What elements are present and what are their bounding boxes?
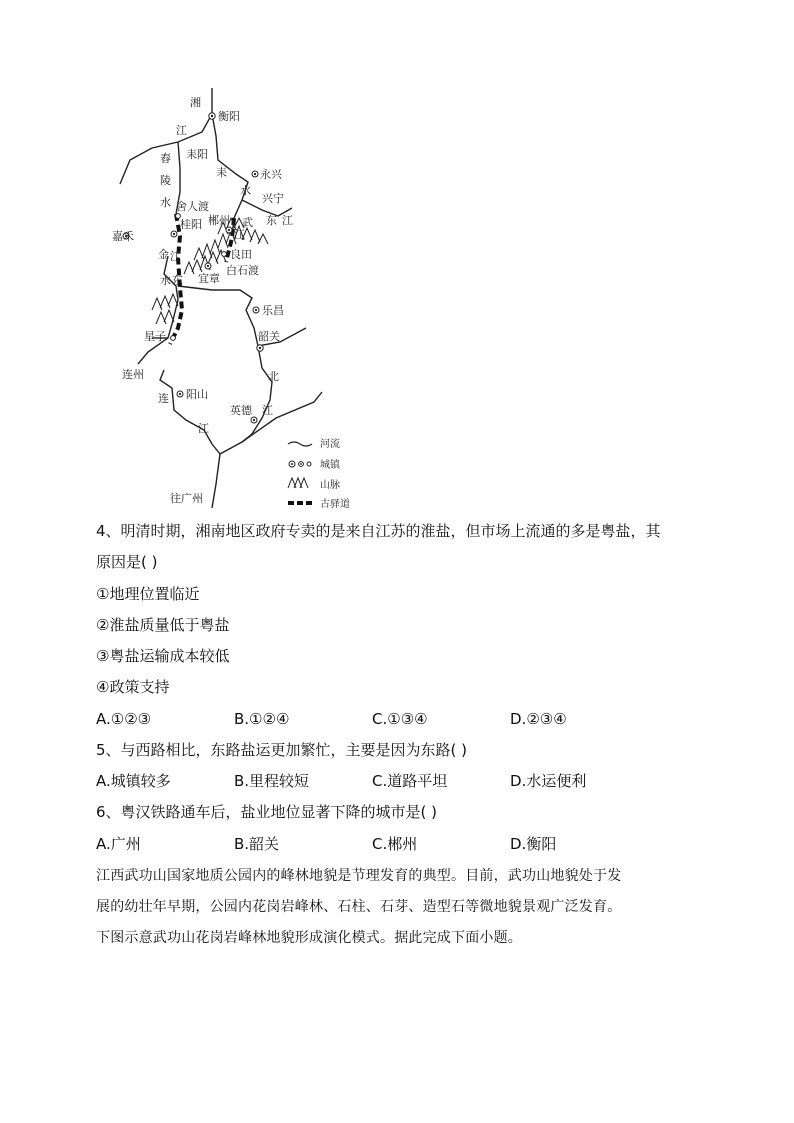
city-label: 舍人渡: [176, 200, 209, 213]
river-label: 江: [170, 250, 181, 263]
legend-road-label: 古驿道: [320, 499, 350, 508]
river-label: 水: [160, 196, 171, 209]
river-label: 武: [242, 216, 253, 229]
city-label: 嘉禾: [112, 230, 134, 243]
river-label: 水: [240, 184, 251, 197]
city-label: 乐昌: [262, 304, 284, 317]
river-lian: [160, 370, 220, 454]
question-6-stem: 6、粤汉铁路通车后，盐业地位显著下降的城市是( ): [96, 803, 438, 821]
mountain-range-mid: [184, 250, 226, 274]
mountain-range-south: [152, 294, 178, 324]
river-label: 连: [158, 392, 169, 405]
question-4-item: ④政策支持: [96, 678, 170, 696]
river-label: 耒: [216, 166, 227, 179]
city-label: 白石渡: [226, 264, 259, 277]
question-4-item: ②淮盐质量低于粤盐: [96, 616, 230, 634]
river-label: 江: [282, 214, 293, 227]
river-label: 金: [158, 248, 169, 261]
question-5-option-a[interactable]: A.城镇较多: [96, 772, 171, 790]
river-label: 东: [266, 214, 277, 227]
river-jinjiang-west: [138, 256, 178, 364]
river-label: 北: [268, 370, 279, 383]
question-4-stem-line2: 原因是( ): [96, 553, 158, 571]
map-legend: [288, 437, 350, 508]
question-6-option-c[interactable]: C.郴州: [372, 835, 418, 853]
city-label: 永兴: [260, 168, 282, 181]
river-label: 陵: [160, 174, 171, 187]
river-label: 湘: [190, 96, 201, 109]
city-label: 兴宁: [262, 192, 284, 205]
question-4-stem-line1: 4、明清时期，湘南地区政府专卖的是来自江苏的淮盐，但市场上流通的多是粤盐，其: [96, 522, 661, 540]
question-5-stem: 5、与西路相比，东路盐运更加繁忙，主要是因为东路( ): [96, 741, 468, 759]
question-6-option-a[interactable]: A.广州: [96, 835, 141, 853]
city-label: 衡阳: [218, 110, 240, 123]
city-label: 良田: [230, 248, 252, 261]
city-label: 耒阳: [186, 148, 208, 161]
river-label: 江: [234, 228, 245, 241]
legend-river-label: 河流: [320, 439, 340, 450]
town-xingzi: [171, 336, 176, 341]
question-4-option-d[interactable]: D.②③④: [510, 710, 567, 728]
legend-town-label: 城镇: [320, 460, 340, 471]
river-label: 水: [160, 274, 171, 287]
city-label: 连州: [122, 368, 144, 381]
question-6-option-b[interactable]: B.韶关: [234, 835, 280, 853]
city-label: 桂阳: [180, 218, 202, 231]
city-label: 往广州: [170, 492, 203, 505]
passage-line: 江西武功山国家地质公园内的峰林地貌是节理发育的典型。目前，武功山地貌处于发: [96, 868, 622, 884]
river-cross-link: [178, 286, 306, 346]
question-5-option-c[interactable]: C.道路平坦: [372, 772, 448, 790]
question-4-option-c[interactable]: C.①③④: [372, 710, 428, 728]
passage-line: 下图示意武功山花岗岩峰林地貌形成演化模式。据此完成下面小题。: [96, 930, 522, 946]
legend-mountain-label: 山脉: [320, 480, 340, 491]
city-label: 星子: [144, 330, 166, 343]
river-label: 江: [198, 422, 209, 435]
question-4-item: ①地理位置临近: [96, 585, 200, 603]
river-label: 舂: [160, 152, 171, 165]
river-label: 东: [172, 274, 183, 287]
city-label: 郴州: [208, 214, 230, 227]
passage-line: 展的幼壮年早期，公园内花岗岩峰林、石柱、石芽、造型石等微地貌景观广泛发育。: [96, 899, 622, 915]
question-4-option-a[interactable]: A.①②③: [96, 710, 152, 728]
town-liangtian: [222, 252, 227, 257]
question-5-option-d[interactable]: D.水运便利: [510, 772, 587, 790]
city-label: 英德: [230, 404, 252, 417]
question-6-option-d[interactable]: D.衡阳: [510, 835, 557, 853]
city-label: 宜章: [198, 272, 220, 285]
salt-route-map: [112, 88, 372, 508]
city-label: 阳山: [186, 388, 208, 401]
city-label: 韶关: [258, 330, 280, 343]
river-label: 江: [262, 404, 273, 417]
question-4-item: ③粤盐运输成本较低: [96, 647, 230, 665]
question-4-option-b[interactable]: B.①②④: [234, 710, 290, 728]
river-label: 江: [176, 124, 187, 137]
question-5-option-b[interactable]: B.里程较短: [234, 772, 310, 790]
